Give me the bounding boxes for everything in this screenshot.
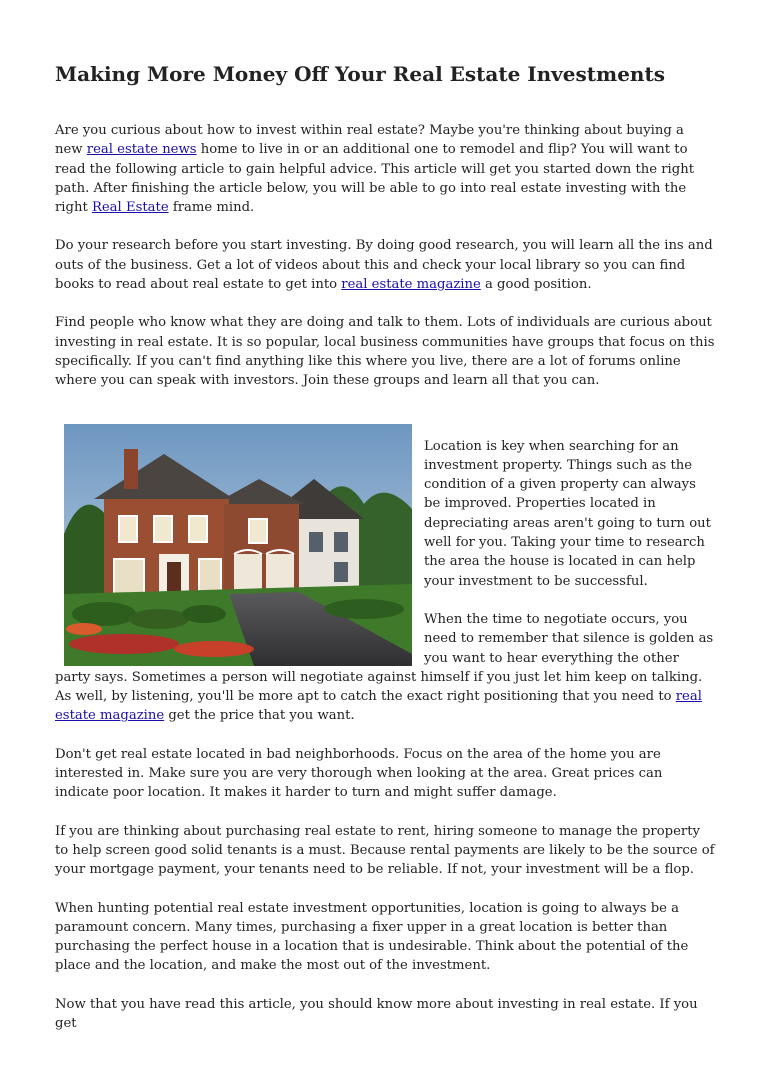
paragraph-location: Location is key when searching for an investment property. Things such as the condition of a given property can always be improved. Properties located in depreciating areas aren't going to turn out well for you. Taking your time to research the area the house is located in can help your investment to be successful. [424,438,711,589]
article-title: Making More Money Off Your Real Estate Investments [55,62,665,86]
paragraph-neighborhoods: Don't get real estate located in bad neighborhoods. Focus on the area of the home you are interested in. Make sure you are very thorough when looking at the area. Great prices can indicate poor location. It makes it harder to turn and might suffer damage. [55,746,663,801]
paragraph-location-concern: When hunting potential real estate investment opportunities, location is going to always be a paramount concern. Many times, purchasing a fixer upper in a great location is better than purchasing the perfect house in a location that is undesirable. Think about the potential of the place and the location, and make the most out of the investment. [55,900,689,974]
paragraph-find-people: Find people who know what they are doing and talk to them. Lots of individuals are curious about investing in real estate. It is so popular, local business communities have groups that focus on this specifically. If you can't find anything like this where you live, there are a lot of forums online where you can speak with investors. Join these groups and learn all that you can. [55,315,715,389]
paragraph-conclusion: Now that you have read this article, you should know more about investing in real estate. If you get [55,996,698,1031]
link-real-estate-magazine-1[interactable]: real estate magazine [341,277,481,293]
paragraph-intro: Are you curious about how to invest within real estate? Maybe you're thinking about buying a new real estate news home to live in or an additional one to remodel and flip? You will want to read the following article to gain helpful advice. This article will get you started down the right path. After finishing the article below, you will be able to go into real estate investing with the right Real Estate frame mind. [55,123,694,216]
link-real-estate[interactable]: Real Estate [91,200,169,216]
house-image [64,424,412,666]
paragraph-negotiate: When the time to negotiate occurs, you need to remember that silence is golden as you want to hear everything the other party says. Sometimes a person will negotiate against himself if you just let him keep on talking. As well, by listening, you'll be more apt to catch the exact right positioning that you need to real estate magazine get the price that you want. [55,611,714,724]
link-real-estate-magazine-2[interactable]: real estate magazine [55,689,702,724]
paragraph-research: Do your research before you start investing. By doing good research, you will learn all the ins and outs of the business. Get a lot of videos about this and check your local library so you can find books to read about real estate to get into real estate magazine a good position. [55,238,713,293]
article-body [55,121,715,1052]
paragraph-rent: If you are thinking about purchasing real estate to rent, hiring someone to manage the property to help screen good solid tenants is a must. Because rental payments are likely to be the source of your mortgage payment, your tenants need to be reliable. If not, your investment will be a flop. [55,823,715,878]
link-real-estate-news[interactable]: real estate news [86,142,197,158]
house-photo [64,424,412,666]
